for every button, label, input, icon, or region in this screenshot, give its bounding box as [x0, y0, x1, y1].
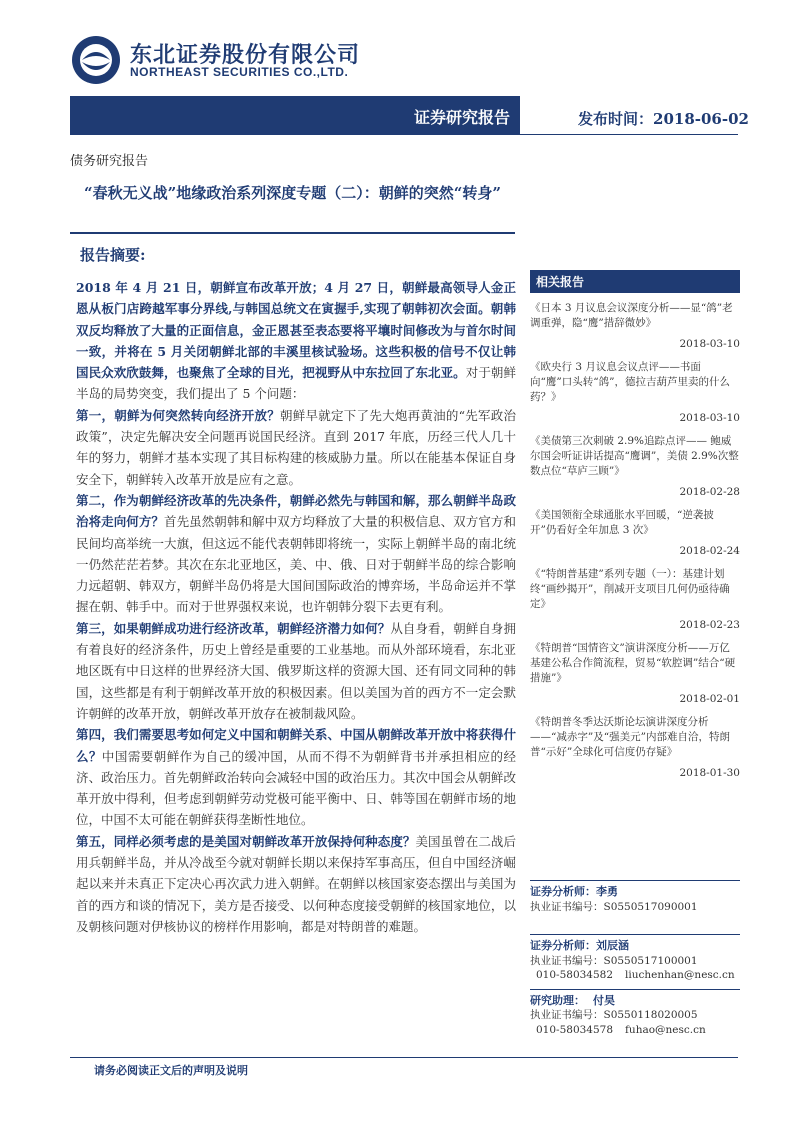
analyst-1: 证券分析师：李勇: [530, 885, 618, 898]
analyst-2-contact: 010-58034582 liuchenhan@nesc.cn: [536, 969, 735, 981]
report-category: 债务研究报告: [70, 154, 149, 169]
analyst-3: 研究助理： 付昊: [530, 993, 615, 1007]
analyst-3-contact: 010-58034578 fuhao@nesc.cn: [536, 1023, 706, 1036]
header-rule: [70, 134, 738, 135]
company-name-cn: 东北证券股份有限公司: [130, 43, 361, 68]
related-report-item[interactable]: 《特朗普冬季达沃斯论坛演讲深度分析——“减赤字”及“强美元”内部难自洽，特朗普“示好”全球化可信度仍存疑》 2018-01-30: [530, 716, 740, 779]
related-report-item[interactable]: 《美国领衔全球通胀水平回暖，“逆袭披开”仍看好全年加息 3 次》 2018-02-24: [530, 509, 740, 557]
related-report-item[interactable]: 《日本 3 月议息会议深度分析——显“鸽”老调重弹，隐“鹰”措辞微妙》 2018-03-10: [530, 302, 740, 350]
company-name-en: NORTHEAST SECURITIES CO.,LTD.: [130, 65, 349, 79]
related-reports-heading: 相关报告: [530, 270, 740, 293]
paragraph-q5: 第五，同样必须考虑的是美国对朝鲜改革开放保持何种态度？美国虽曾在二战后用兵朝鲜半岛，并从冷战至今就对朝鲜长期以来保持军事高压，但自中国经济崛起以来并未真正下定决心再次武力进入朝鲜。在朝鲜以核国家姿态摆出与美国为首的西方和谈的情况下，美方是否接受、以何种态度接受朝鲜的核国家地位，以及朝核问题对伊核协议的榜样作用影响，都是对特朗普的难题。: [76, 833, 516, 934]
analyst-info: [530, 880, 740, 1037]
company-logo-icon: [70, 34, 122, 86]
paragraph-q1: 第一，朝鲜为何突然转向经济开放？朝鲜早就定下了先大炮再黄油的“先军政治政策”，决定先解决安全问题再说国民经济。直到 2017 年底，历经三代人几十年的努力，朝鲜才基本实现了其目标构建的核威胁力量。所以在能基本保证自身安全下，朝鲜转入改革开放是应有之意。: [76, 407, 516, 487]
paragraph-q4: 第四，我们需要思考如何定义中国和朝鲜关系、中国从朝鲜改革开放中将获得什么？中国需要朝鲜作为自己的缓冲国，从而不得不为朝鲜背书并承担相应的经济、政治压力。首先朝鲜政治转向会减轻中国的政治压力。其次中国会从朝鲜改革开放中得利，但考虑到朝鲜劳动党极可能平衡中、日、韩等国在朝鲜市场的地位，中国不太可能在朝鲜获得垄断性地位。: [76, 727, 516, 828]
paragraph-q3: 第三，如果朝鲜成功进行经济改革，朝鲜经济潜力如何？从自身看，朝鲜自身拥有着良好的经济条件，历史上曾经是重要的工业基地。而从外部环境看，东北亚地区既有中日这样的世界经济大国、俄罗斯这样的资源大国、还有同文同种的韩国，这些都是有利于朝鲜改革开放的积极因素。但以美国为首的西方不一定会默许朝鲜的改革开放，朝鲜改革开放存在被制裁风险。: [76, 620, 516, 721]
analyst-3-cert: 执业证书编号：S0550118020005: [530, 1009, 698, 1021]
related-report-item[interactable]: 《欧央行 3 月议息会议点评——书面向“鹰”口头转“鸽”，德拉吉葫芦里卖的什么药？》 2018-03-10: [530, 361, 740, 424]
publish-label: 发布时间：: [578, 110, 654, 128]
abstract-heading: 报告摘要:: [80, 246, 146, 264]
document-title: “春秋无义战”地缘政治系列深度专题（二）：朝鲜的突然“转身”: [83, 184, 501, 202]
title-rule: [70, 232, 515, 234]
paragraph-intro: 2018 年 4 月 21 日，朝鲜宣布改革开放；4 月 27 日，朝鲜最高领导人金正恩从板门店跨越军事分界线,与韩国总统文在寅握手,实现了朝韩初次会面。朝韩双反均释放了大量的正面信息，金正恩甚至表态要将平壤时间修改为与首尔时间一致，并将在 5 月关闭朝鲜北部的丰溪里核试验场。这些积极的信号不仅让韩国民众欢欣鼓舞，也聚焦了全球的目光，把视野从中东拉回了东北亚。对于朝鲜半岛的局势突变，我们提出了 5 个问题：: [76, 280, 516, 402]
abstract-body: [76, 277, 516, 937]
analyst-rule: [530, 880, 740, 881]
related-report-item[interactable]: 《特朗普“国情咨文”演讲深度分析——万亿基建公私合作简流程，贸易“软腔调”结合“硬措施”》 2018-02-01: [530, 642, 740, 705]
analyst-rule: [530, 934, 740, 935]
footer-rule: [70, 1057, 738, 1058]
footer-disclaimer: 请务必阅读正文后的声明及说明: [94, 1064, 248, 1077]
analyst-1-cert: 执业证书编号：S0550517090001: [530, 900, 698, 913]
email-link[interactable]: fuhao@nesc.cn: [625, 1023, 706, 1036]
related-reports: [530, 270, 740, 781]
email-link[interactable]: liuchenhan@nesc.cn: [625, 969, 735, 981]
report-type: 证券研究报告: [413, 108, 510, 127]
paragraph-q2: 第二，作为朝鲜经济改革的先决条件，朝鲜必然先与韩国和解，那么朝鲜半岛政治将走向何方？首先虽然朝韩和解中双方均释放了大量的积极信息、双方官方和民间均高举统一大旗，但这远不能代表朝韩即将统一，实际上朝鲜半岛的南北统一仍然茫茫若梦。其次在东北亚地区，美、中、俄、日对于朝鲜半岛的综合影响力远超朝、韩双方，朝鲜半岛仍将是大国间国际政治的博弈场，半岛命运并不掌握在朝、韩手中。而对于世界强权来说，也许朝韩分裂下去更有利。: [76, 492, 516, 615]
analyst-rule: [530, 989, 740, 990]
related-report-item[interactable]: 《美债第三次刺破 2.9%追踪点评—— 鲍威尔国会听证讲话提高“鹰调”，美债 2.9%次整数点位“草庐三顾”》 2018-02-28: [530, 435, 740, 498]
report-type-banner: [70, 96, 520, 134]
publish-date: [578, 108, 749, 129]
related-report-item[interactable]: 《“特朗普基建”系列专题（一）：基建计划终“画纱揭开”，削减开支项目几何仍亟待确定》 2018-02-23: [530, 568, 740, 631]
analyst-2: 证券分析师：刘辰涵: [530, 939, 629, 952]
publish-date-value: 2018-06-02: [653, 110, 749, 128]
analyst-2-cert: 执业证书编号：S0550517100001: [530, 954, 698, 967]
